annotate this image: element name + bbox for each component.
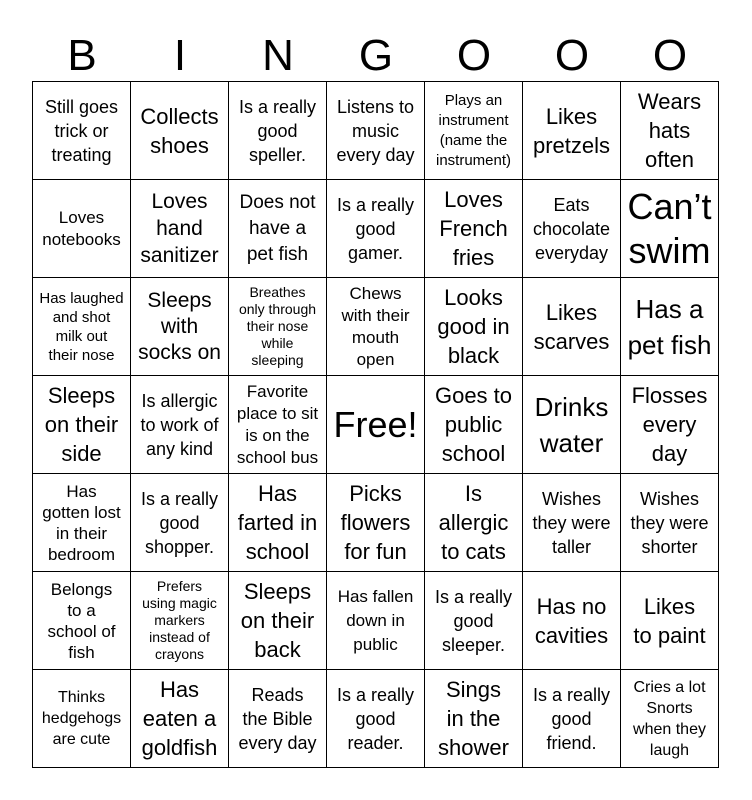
bingo-cell[interactable] — [33, 82, 131, 180]
cell-text: Has a pet fish — [627, 293, 712, 360]
bingo-cell[interactable] — [131, 82, 229, 180]
bingo-board — [32, 81, 719, 768]
cell-text: Does not have a pet fish — [239, 191, 316, 265]
cell-text: Looks good in black — [437, 285, 510, 368]
cell-text: Sleeps on their back — [240, 579, 315, 662]
bingo-cell[interactable] — [131, 572, 229, 670]
bingo-cell[interactable] — [131, 474, 229, 572]
cell-text: Is a really good reader. — [336, 684, 415, 753]
cell-text: Likes to paint — [633, 593, 706, 648]
bingo-cell[interactable] — [229, 376, 327, 474]
bingo-cell[interactable] — [327, 278, 425, 376]
header-letter-i: I — [173, 31, 187, 80]
cell-text: Drinks water — [534, 391, 609, 458]
bingo-cell[interactable] — [131, 180, 229, 278]
bingo-cell[interactable] — [131, 670, 229, 768]
bingo-cell[interactable] — [327, 180, 425, 278]
bingo-cell[interactable] — [33, 180, 131, 278]
cell-text: Cries a lot Snorts when they laugh — [633, 678, 706, 759]
bingo-cell[interactable] — [131, 278, 229, 376]
bingo-cell[interactable] — [33, 376, 131, 474]
cell-text: Has no cavities — [534, 593, 609, 648]
header-letter-n: N — [262, 31, 294, 80]
cell-text: Likes pretzels — [532, 103, 611, 158]
bingo-cell[interactable] — [523, 670, 621, 768]
cell-text: Eats chocolate everyday — [532, 194, 611, 263]
bingo-cell[interactable] — [33, 572, 131, 670]
cell-text: Can’t swim — [627, 185, 712, 271]
bingo-cell[interactable] — [523, 376, 621, 474]
cell-text: Loves French fries — [439, 187, 508, 270]
header-letter-o: O — [652, 31, 688, 80]
bingo-cell[interactable] — [425, 278, 523, 376]
bingo-header — [33, 30, 719, 82]
bingo-cell[interactable] — [621, 572, 719, 670]
bingo-cell[interactable] — [621, 82, 719, 180]
bingo-cell[interactable] — [33, 670, 131, 768]
free-space[interactable] — [327, 376, 425, 474]
cell-text: Prefers using magic markers instead of crayons — [142, 578, 217, 662]
cell-text: Wears hats often — [637, 89, 702, 172]
bingo-cell[interactable] — [425, 670, 523, 768]
cell-text: Has gotten lost in their bedroom — [42, 481, 121, 564]
cell-text: Is allergic to work of any kind — [140, 390, 219, 459]
bingo-cell[interactable] — [33, 278, 131, 376]
cell-text: Has laughed and shot milk out their nose — [39, 289, 124, 364]
header-letter-o: O — [554, 31, 590, 80]
cell-text: Flosses every day — [631, 383, 708, 466]
cell-text: Sings in the shower — [438, 677, 509, 760]
bingo-cell[interactable] — [425, 82, 523, 180]
bingo-cell[interactable] — [327, 474, 425, 572]
bingo-cell[interactable] — [131, 376, 229, 474]
bingo-cell[interactable] — [523, 278, 621, 376]
bingo-cell[interactable] — [523, 572, 621, 670]
cell-text: Reads the Bible every day — [238, 684, 317, 753]
bingo-cell[interactable] — [523, 82, 621, 180]
bingo-cell[interactable] — [229, 180, 327, 278]
cell-text: Is a really good shopper. — [140, 488, 219, 557]
free-space-label: Free! — [333, 403, 418, 445]
header-letter-b: B — [67, 31, 97, 80]
cell-text: Is a really good speller. — [238, 96, 317, 165]
cell-text: Favorite place to sit is on the school bus — [236, 381, 319, 467]
bingo-cell[interactable] — [33, 474, 131, 572]
header-letter-o: O — [456, 31, 492, 80]
cell-text: Belongs to a school of fish — [47, 579, 116, 662]
cell-text: Sleeps with socks on — [138, 288, 221, 364]
cell-text: Likes scarves — [533, 299, 610, 354]
cell-text: Still goes trick or treating — [44, 96, 119, 165]
cell-text: Wishes they were shorter — [630, 488, 709, 557]
cell-text: Wishes they were taller — [532, 488, 611, 557]
cell-text: Has eaten a goldfish — [141, 677, 218, 760]
bingo-cell[interactable] — [425, 180, 523, 278]
bingo-cell[interactable] — [229, 278, 327, 376]
cell-text: Is a really good gamer. — [336, 194, 415, 263]
bingo-cell[interactable] — [229, 82, 327, 180]
cell-text: Has fallen down in public — [337, 586, 414, 654]
bingo-cell[interactable] — [327, 572, 425, 670]
bingo-cell[interactable] — [425, 474, 523, 572]
cell-text: Is a really good friend. — [532, 684, 611, 753]
cell-text: Loves hand sanitizer — [140, 190, 219, 267]
bingo-cell[interactable] — [327, 670, 425, 768]
cell-text: Thinks hedgehogs are cute — [41, 689, 122, 748]
cell-text: Chews with their mouth open — [341, 283, 410, 369]
cell-text: Is allergic to cats — [438, 481, 509, 564]
bingo-cell[interactable] — [621, 180, 719, 278]
bingo-cell[interactable] — [229, 572, 327, 670]
bingo-cell[interactable] — [229, 474, 327, 572]
cell-text: Breathes only through their nose while sleeping — [238, 284, 317, 368]
cell-text: Plays an instrument (name the instrument) — [435, 91, 512, 169]
cell-text: Has farted in school — [237, 481, 318, 564]
bingo-cell[interactable] — [523, 474, 621, 572]
cell-text: Picks flowers for fun — [340, 481, 411, 564]
bingo-cell[interactable] — [523, 180, 621, 278]
cell-text: Is a really good sleeper. — [434, 586, 513, 655]
header-letter-g: G — [358, 31, 394, 80]
cell-text: Listens to music every day — [336, 96, 415, 165]
bingo-cell[interactable] — [425, 572, 523, 670]
bingo-cell[interactable] — [621, 376, 719, 474]
bingo-cell[interactable] — [621, 278, 719, 376]
bingo-cell[interactable] — [425, 376, 523, 474]
bingo-cell[interactable] — [621, 670, 719, 768]
cell-text: Goes to public school — [434, 383, 513, 466]
cell-text: Collects shoes — [140, 103, 219, 158]
cell-text: Sleeps on their side — [44, 383, 119, 466]
cell-text: Loves notebooks — [42, 207, 121, 249]
bingo-cell[interactable] — [621, 474, 719, 572]
bingo-cell[interactable] — [229, 670, 327, 768]
bingo-cell[interactable] — [327, 82, 425, 180]
